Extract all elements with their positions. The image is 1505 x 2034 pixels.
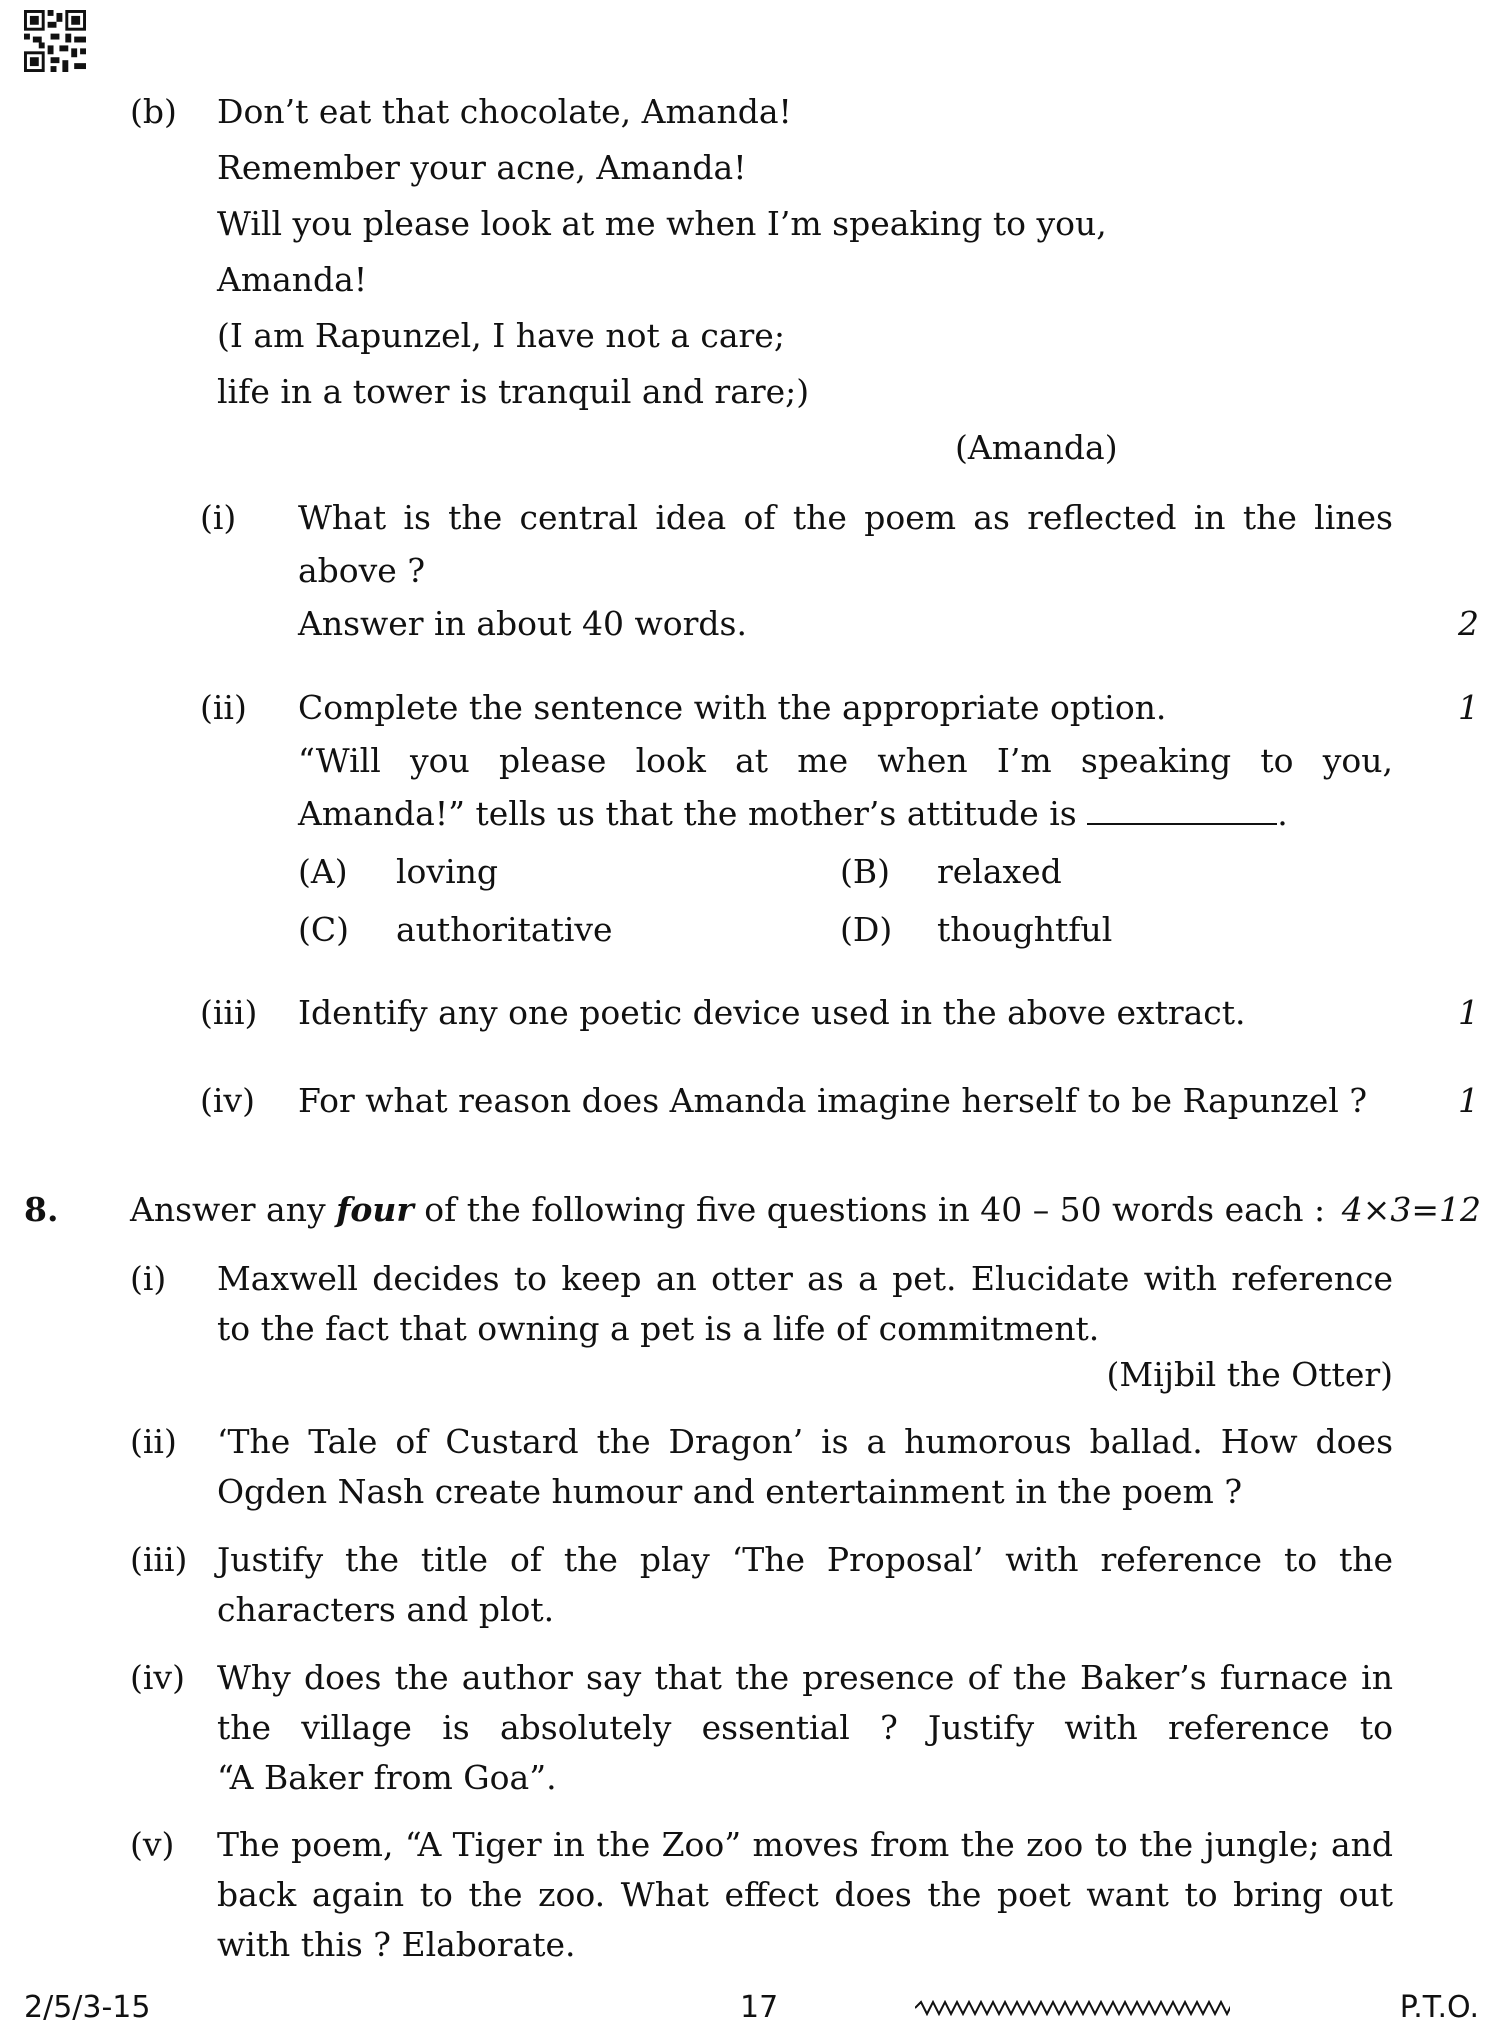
option-label: (C) [298, 910, 349, 949]
marks-value: 1 [1458, 1081, 1479, 1120]
item-text: to the fact that owning a pet is a life of commitment. [217, 1309, 1100, 1348]
poem-line: Don’t eat that chocolate, Amanda! [217, 92, 792, 131]
subquestion-number: (i) [200, 498, 237, 537]
item-number: (ii) [130, 1422, 177, 1461]
subquestion-text: What is the central idea of the poem as reflected in the lines [298, 498, 1393, 537]
poem-line: Remember your acne, Amanda! [217, 148, 747, 187]
subquestion-number: (iii) [200, 993, 258, 1032]
subquestion-text: “Will you please look at me when I’m speaking to you, [298, 741, 1393, 780]
option-label: (A) [298, 852, 348, 891]
source-label: (Amanda) [955, 428, 1118, 467]
item-text: Ogden Nash create humour and entertainment in the poem ? [217, 1472, 1243, 1511]
subquestion-text: Complete the sentence with the appropriate option. [298, 688, 1167, 727]
marks-value: 1 [1458, 993, 1479, 1032]
question-intro [130, 1190, 1325, 1229]
item-text: with this ? Elaborate. [217, 1925, 576, 1964]
paper-code: 2/5/3-15 [24, 1990, 151, 2025]
option-text: authoritative [396, 910, 613, 949]
option-text: loving [396, 852, 498, 891]
subquestion-text: Identify any one poetic device used in the above extract. [298, 993, 1246, 1032]
marks-value: 2 [1458, 604, 1479, 643]
intro-text: Answer any [130, 1190, 337, 1229]
marks-value: 4×3=12 [1341, 1190, 1481, 1229]
intro-emphasis: four [336, 1190, 414, 1229]
item-text: back again to the zoo. What effect does the poet want to bring out [217, 1875, 1393, 1914]
question-number: 8. [24, 1190, 59, 1229]
qr-code-icon [24, 10, 86, 72]
sentence-text: Amanda!” tells us that the mother’s attitude is [298, 794, 1077, 833]
subquestion-text [298, 794, 1288, 833]
subquestion-text: above ? [298, 551, 426, 590]
marks-value: 1 [1458, 688, 1479, 727]
answer-blank [1087, 801, 1277, 825]
item-text: Why does the author say that the presence of the Baker’s furnace in [217, 1658, 1393, 1697]
wavy-line-icon [915, 2000, 1230, 2016]
option-label: (D) [840, 910, 893, 949]
question-label: (b) [130, 92, 177, 131]
option-label: (B) [840, 852, 890, 891]
item-number: (iv) [130, 1658, 185, 1697]
item-number: (iii) [130, 1540, 188, 1579]
pto-label: P.T.O. [1399, 1990, 1479, 2025]
page-number: 17 [740, 1990, 779, 2025]
item-number: (i) [130, 1259, 167, 1298]
item-text: ‘The Tale of Custard the Dragon’ is a humorous ballad. How does [217, 1422, 1393, 1461]
item-number: (v) [130, 1825, 175, 1864]
item-text: Maxwell decides to keep an otter as a pet. Elucidate with reference [217, 1259, 1393, 1298]
item-text: “A Baker from Goa”. [217, 1758, 557, 1797]
item-text: the village is absolutely essential ? Justify with reference to [217, 1708, 1393, 1747]
option-text: relaxed [937, 852, 1062, 891]
item-text: The poem, “A Tiger in the Zoo” moves from the zoo to the jungle; and [217, 1825, 1393, 1864]
subquestion-text: For what reason does Amanda imagine herself to be Rapunzel ? [298, 1081, 1368, 1120]
item-text: Justify the title of the play ‘The Proposal’ with reference to the [217, 1540, 1393, 1579]
subquestion-number: (ii) [200, 688, 247, 727]
source-label: (Mijbil the Otter) [1106, 1355, 1393, 1394]
item-text: characters and plot. [217, 1590, 555, 1629]
poem-line: Amanda! [217, 260, 368, 299]
sentence-end: . [1277, 794, 1288, 833]
option-text: thoughtful [937, 910, 1113, 949]
poem-line: Will you please look at me when I’m speaking to you, [217, 204, 1107, 243]
intro-text: of the following five questions in 40 – 50 words each : [413, 1190, 1326, 1229]
poem-line: (I am Rapunzel, I have not a care; [217, 316, 785, 355]
subquestion-number: (iv) [200, 1081, 255, 1120]
poem-line: life in a tower is tranquil and rare;) [217, 372, 810, 411]
subquestion-text: Answer in about 40 words. [298, 604, 747, 643]
